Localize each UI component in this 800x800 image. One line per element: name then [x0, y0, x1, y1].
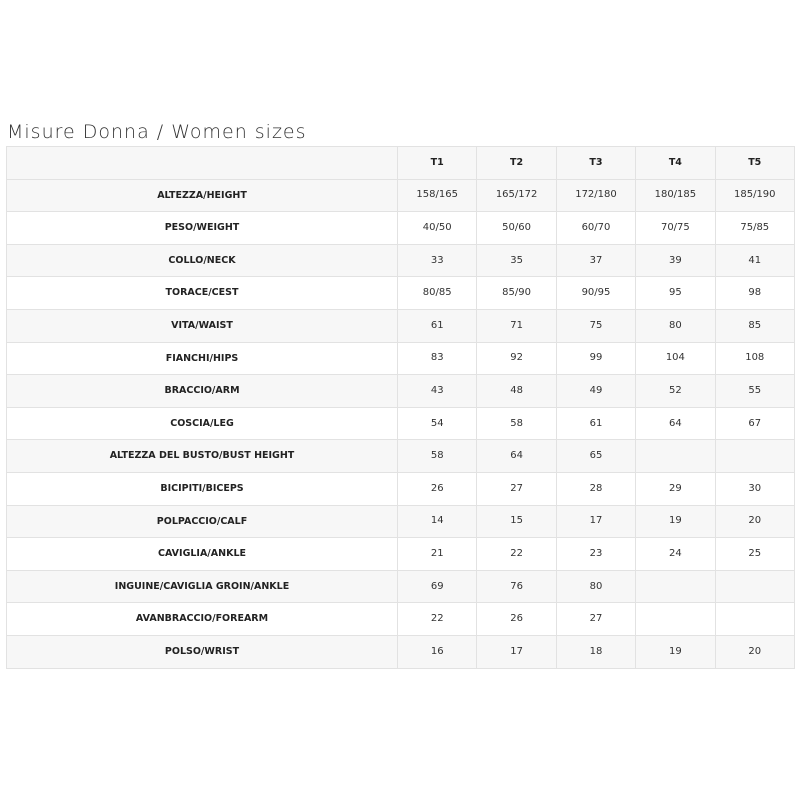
- table-row: [7, 472, 795, 505]
- size-value-cell: 64: [636, 407, 715, 440]
- size-value-cell: 26: [477, 603, 556, 636]
- header-size-t5: T5: [715, 147, 794, 180]
- size-value-cell: 95: [636, 277, 715, 310]
- size-value-cell: 29: [636, 472, 715, 505]
- page-title: Misure Donna / Women sizes: [7, 121, 307, 143]
- row-label: AVANBRACCIO/FOREARM: [7, 603, 398, 636]
- size-value-cell: 99: [556, 342, 635, 375]
- size-value-cell: 85: [715, 309, 794, 342]
- row-label: BRACCIO/ARM: [7, 375, 398, 408]
- size-value-cell: 158/165: [398, 179, 477, 212]
- row-label: POLPACCIO/CALF: [7, 505, 398, 538]
- table-row: [7, 309, 795, 342]
- size-value-cell: 185/190: [715, 179, 794, 212]
- size-value-cell: 55: [715, 375, 794, 408]
- size-value-cell: 70/75: [636, 212, 715, 245]
- size-value-cell: 85/90: [477, 277, 556, 310]
- table-row: [7, 277, 795, 310]
- row-label: CAVIGLIA/ANKLE: [7, 538, 398, 571]
- size-value-cell: 20: [715, 635, 794, 668]
- size-value-cell: 64: [477, 440, 556, 473]
- table-row: [7, 342, 795, 375]
- size-value-cell: 75: [556, 309, 635, 342]
- row-label: INGUINE/CAVIGLIA GROIN/ANKLE: [7, 570, 398, 603]
- size-value-cell: 50/60: [477, 212, 556, 245]
- size-value-cell: 71: [477, 309, 556, 342]
- size-value-cell: 30: [715, 472, 794, 505]
- size-value-cell: 18: [556, 635, 635, 668]
- size-value-cell: [715, 603, 794, 636]
- row-label: POLSO/WRIST: [7, 635, 398, 668]
- row-label: ALTEZZA/HEIGHT: [7, 179, 398, 212]
- size-value-cell: 61: [398, 309, 477, 342]
- size-value-cell: 180/185: [636, 179, 715, 212]
- size-value-cell: 19: [636, 635, 715, 668]
- table-row: [7, 440, 795, 473]
- size-value-cell: 24: [636, 538, 715, 571]
- size-value-cell: 26: [398, 472, 477, 505]
- header-size-t1: T1: [398, 147, 477, 180]
- header-size-t3: T3: [556, 147, 635, 180]
- size-value-cell: 35: [477, 244, 556, 277]
- row-label: ALTEZZA DEL BUSTO/BUST HEIGHT: [7, 440, 398, 473]
- size-value-cell: 28: [556, 472, 635, 505]
- row-label: PESO/WEIGHT: [7, 212, 398, 245]
- size-value-cell: [636, 603, 715, 636]
- size-value-cell: 43: [398, 375, 477, 408]
- size-value-cell: 48: [477, 375, 556, 408]
- row-label: TORACE/CEST: [7, 277, 398, 310]
- size-value-cell: 98: [715, 277, 794, 310]
- size-chart-header: [7, 147, 795, 180]
- header-row: [7, 147, 795, 180]
- size-value-cell: 41: [715, 244, 794, 277]
- size-value-cell: 67: [715, 407, 794, 440]
- size-value-cell: 40/50: [398, 212, 477, 245]
- size-value-cell: 165/172: [477, 179, 556, 212]
- table-row: [7, 244, 795, 277]
- size-value-cell: 27: [556, 603, 635, 636]
- size-value-cell: 33: [398, 244, 477, 277]
- table-row: [7, 635, 795, 668]
- size-value-cell: 49: [556, 375, 635, 408]
- size-chart-table: [6, 146, 795, 669]
- size-value-cell: 83: [398, 342, 477, 375]
- size-value-cell: 17: [477, 635, 556, 668]
- size-value-cell: 19: [636, 505, 715, 538]
- size-value-cell: 60/70: [556, 212, 635, 245]
- header-corner-cell: [7, 147, 398, 180]
- row-label: BICIPITI/BICEPS: [7, 472, 398, 505]
- size-value-cell: 14: [398, 505, 477, 538]
- size-value-cell: 80/85: [398, 277, 477, 310]
- size-value-cell: 15: [477, 505, 556, 538]
- size-value-cell: 61: [556, 407, 635, 440]
- size-value-cell: 69: [398, 570, 477, 603]
- size-value-cell: 21: [398, 538, 477, 571]
- size-value-cell: 92: [477, 342, 556, 375]
- table-row: [7, 505, 795, 538]
- table-row: [7, 538, 795, 571]
- size-value-cell: 90/95: [556, 277, 635, 310]
- size-value-cell: [636, 570, 715, 603]
- size-value-cell: 58: [398, 440, 477, 473]
- size-value-cell: [636, 440, 715, 473]
- size-value-cell: 52: [636, 375, 715, 408]
- size-value-cell: 76: [477, 570, 556, 603]
- row-label: FIANCHI/HIPS: [7, 342, 398, 375]
- size-value-cell: 39: [636, 244, 715, 277]
- size-value-cell: 37: [556, 244, 635, 277]
- table-row: [7, 375, 795, 408]
- size-value-cell: 104: [636, 342, 715, 375]
- size-value-cell: 27: [477, 472, 556, 505]
- size-value-cell: 65: [556, 440, 635, 473]
- size-value-cell: [715, 570, 794, 603]
- size-value-cell: 80: [556, 570, 635, 603]
- size-value-cell: 17: [556, 505, 635, 538]
- size-value-cell: 22: [398, 603, 477, 636]
- size-value-cell: 58: [477, 407, 556, 440]
- size-value-cell: 108: [715, 342, 794, 375]
- size-value-cell: 23: [556, 538, 635, 571]
- table-row: [7, 179, 795, 212]
- size-value-cell: 80: [636, 309, 715, 342]
- table-row: [7, 407, 795, 440]
- size-value-cell: 25: [715, 538, 794, 571]
- table-row: [7, 212, 795, 245]
- row-label: COSCIA/LEG: [7, 407, 398, 440]
- size-chart-body: [7, 179, 795, 668]
- size-value-cell: 16: [398, 635, 477, 668]
- size-value-cell: 20: [715, 505, 794, 538]
- size-value-cell: 75/85: [715, 212, 794, 245]
- header-size-t2: T2: [477, 147, 556, 180]
- size-value-cell: 172/180: [556, 179, 635, 212]
- row-label: COLLO/NECK: [7, 244, 398, 277]
- row-label: VITA/WAIST: [7, 309, 398, 342]
- table-row: [7, 603, 795, 636]
- header-size-t4: T4: [636, 147, 715, 180]
- size-value-cell: 54: [398, 407, 477, 440]
- table-row: [7, 570, 795, 603]
- size-value-cell: 22: [477, 538, 556, 571]
- size-value-cell: [715, 440, 794, 473]
